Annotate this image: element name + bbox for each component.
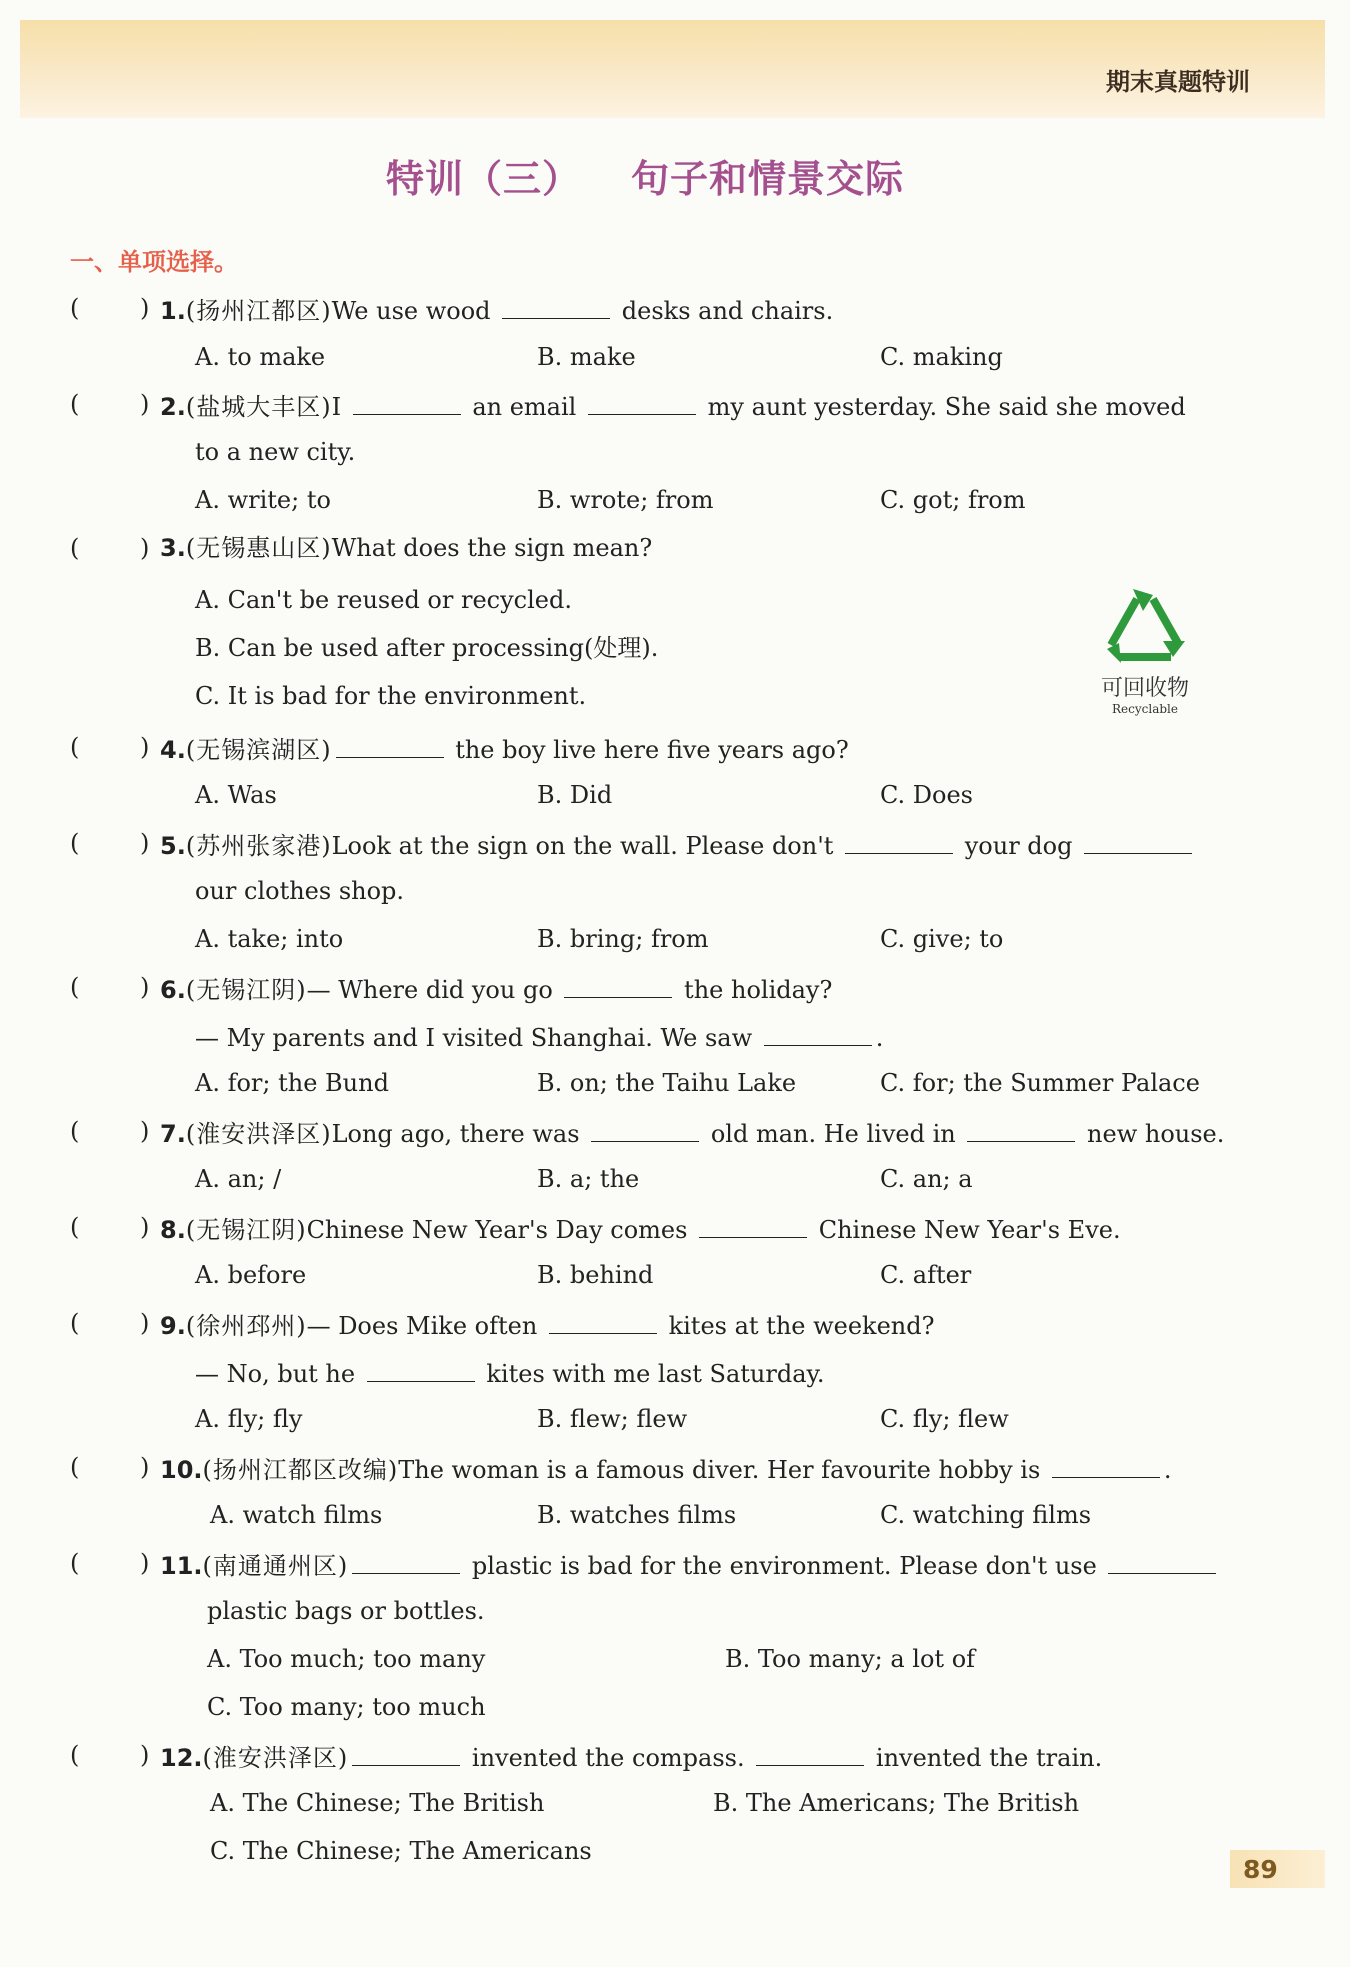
answer-paren-open: (: [70, 294, 80, 322]
option-b: B. wrote; from: [537, 486, 714, 514]
answer-paren-close: ): [140, 829, 150, 857]
option-b: B. Too many; a lot of: [725, 1645, 976, 1673]
question-source: (无锡滨湖区): [185, 736, 332, 764]
answer-paren-close: ): [140, 1309, 150, 1337]
answer-blank: [564, 975, 672, 998]
option-b: B. bring; from: [537, 925, 709, 953]
option-a: A. to make: [195, 343, 326, 371]
answer-blank: [1052, 1455, 1160, 1478]
page-title: [0, 148, 1290, 203]
option-a: A. watch films: [210, 1501, 383, 1529]
question-source: (淮安洪泽区): [185, 1120, 332, 1148]
page-number: 89: [1243, 1855, 1278, 1884]
question-6: 6.(无锡江阴)— Where did you go the holiday?: [160, 976, 833, 1004]
answer-blank: [588, 392, 696, 415]
option-c: C. an; a: [880, 1165, 973, 1193]
option-b: B. Did: [537, 781, 613, 809]
question-7: 7.(淮安洪泽区)Long ago, there was old man. He lived in new house.: [160, 1120, 1225, 1148]
question-continuation: our clothes shop.: [195, 877, 405, 905]
option-b: B. watches films: [537, 1501, 737, 1529]
question-continuation: to a new city.: [195, 438, 356, 466]
question-continuation: plastic bags or bottles.: [207, 1597, 485, 1625]
question-number: 6.: [160, 976, 186, 1004]
answer-blank: [699, 1215, 807, 1238]
question-source: (无锡江阴): [185, 1216, 307, 1244]
option-a: A. Too much; too many: [207, 1645, 486, 1673]
answer-paren-close: ): [140, 294, 150, 322]
option-b: B. a; the: [537, 1165, 640, 1193]
answer-paren-open: (: [70, 1741, 80, 1769]
title-part2: 句子和情景交际: [631, 157, 905, 201]
option-c: C. making: [880, 343, 1003, 371]
question-source: (扬州江都区改编): [202, 1456, 399, 1484]
option-a: A. before: [195, 1261, 307, 1289]
question-source: (南通通州区): [202, 1552, 349, 1580]
answer-paren-open: (: [70, 1453, 80, 1481]
answer-paren-open: (: [70, 733, 80, 761]
answer-paren-close: ): [140, 1213, 150, 1241]
question-number: 2.: [160, 393, 186, 421]
option-b: B. behind: [537, 1261, 654, 1289]
option-b: B. The Americans; The British: [713, 1789, 1080, 1817]
answer-blank: [502, 296, 610, 319]
answer-blank: [336, 735, 444, 758]
question-10: 10.(扬州江都区改编)The woman is a famous diver. Her favourite hobby is .: [160, 1456, 1172, 1484]
question-source: (扬州江都区): [185, 297, 332, 325]
answer-paren-open: (: [70, 390, 80, 418]
recycle-icon: [1103, 585, 1187, 665]
answer-blank: [352, 1551, 460, 1574]
option-a: A. take; into: [195, 925, 344, 953]
question-12: 12.(淮安洪泽区) invented the compass. invented the train.: [160, 1744, 1103, 1772]
answer-paren-close: ): [140, 1549, 150, 1577]
answer-blank: [845, 831, 953, 854]
answer-blank: [367, 1359, 475, 1382]
option-c: C. give; to: [880, 925, 1004, 953]
option-b: B. make: [537, 343, 636, 371]
option-a: A. an; /: [195, 1165, 282, 1193]
answer-blank: [967, 1119, 1075, 1142]
answer-paren-close: ): [140, 534, 150, 562]
question-3: 3.(无锡惠山区)What does the sign mean?: [160, 534, 653, 562]
answer-paren-close: ): [140, 1741, 150, 1769]
option-b: B. on; the Taihu Lake: [537, 1069, 797, 1097]
question-11: 11.(南通通州区) plastic is bad for the environment. Please don't use: [160, 1551, 1220, 1578]
answer-blank: [764, 1023, 872, 1046]
question-1: 1.(扬州江都区)We use wood desks and chairs.: [160, 297, 834, 325]
answer-paren-close: ): [140, 973, 150, 1001]
answer-paren-open: (: [70, 1309, 80, 1337]
question-source: (无锡江阴): [185, 976, 307, 1004]
answer-blank: [353, 392, 461, 415]
question-number: 5.: [160, 832, 186, 860]
option-b: B. flew; flew: [537, 1405, 688, 1433]
option-c: C. after: [880, 1261, 972, 1289]
header-label: 期末真题特训: [1106, 68, 1250, 96]
sign-label-cn: 可回收物: [1100, 676, 1189, 701]
question-source: (无锡惠山区): [185, 534, 332, 562]
question-number: 1.: [160, 297, 186, 325]
option-c: C. Too many; too much: [207, 1693, 486, 1721]
question-9: 9.(徐州邳州)— Does Mike often kites at the weekend?: [160, 1312, 935, 1340]
question-5: 5.(苏州张家港)Look at the sign on the wall. Please don't your dog: [160, 831, 1196, 858]
question-number: 9.: [160, 1312, 186, 1340]
question-number: 7.: [160, 1120, 186, 1148]
option-c: C. got; from: [880, 486, 1026, 514]
question-4: 4.(无锡滨湖区) the boy live here five years ago?: [160, 736, 849, 764]
option-c: C. Does: [880, 781, 973, 809]
question-dialogue-line: — No, but he kites with me last Saturday.: [195, 1360, 825, 1388]
question-number: 4.: [160, 736, 186, 764]
option-a: A. write; to: [195, 486, 331, 514]
recyclable-sign: [1090, 585, 1200, 715]
question-8: 8.(无锡江阴)Chinese New Year's Day comes Chinese New Year's Eve.: [160, 1216, 1121, 1244]
answer-paren-open: (: [70, 829, 80, 857]
question-number: 10.: [160, 1456, 203, 1484]
option-a: A. The Chinese; The British: [210, 1789, 545, 1817]
answer-paren-open: (: [70, 534, 80, 562]
answer-blank: [549, 1311, 657, 1334]
option-a: A. Was: [195, 781, 277, 809]
question-number: 3.: [160, 534, 186, 562]
answer-blank: [352, 1743, 460, 1766]
answer-paren-close: ): [140, 390, 150, 418]
title-part1: 特训（三）: [385, 157, 581, 201]
answer-blank: [756, 1743, 864, 1766]
answer-paren-open: (: [70, 1117, 80, 1145]
option-c: C. watching films: [880, 1501, 1092, 1529]
answer-blank: [591, 1119, 699, 1142]
question-source: (淮安洪泽区): [202, 1744, 349, 1772]
option-b: B. Can be used after processing(处理).: [195, 634, 659, 662]
question-source: (苏州张家港): [185, 832, 332, 860]
answer-paren-open: (: [70, 1213, 80, 1241]
answer-blank: [1084, 831, 1192, 854]
section-heading: 一、单项选择。: [70, 248, 238, 276]
answer-paren-close: ): [140, 1117, 150, 1145]
answer-paren-close: ): [140, 1453, 150, 1481]
question-source: (徐州邳州): [185, 1312, 307, 1340]
option-c: C. fly; flew: [880, 1405, 1009, 1433]
answer-paren-open: (: [70, 973, 80, 1001]
option-a: A. for; the Bund: [195, 1069, 389, 1097]
sign-label-en: Recyclable: [1112, 702, 1178, 716]
question-2: 2.(盐城大丰区)I an email my aunt yesterday. She said she moved: [160, 393, 1186, 421]
answer-paren-close: ): [140, 733, 150, 761]
option-c: C. The Chinese; The Americans: [210, 1837, 592, 1865]
option-a: A. Can't be reused or recycled.: [195, 586, 572, 614]
question-source: (盐城大丰区): [185, 393, 332, 421]
option-a: A. fly; fly: [195, 1405, 303, 1433]
option-c: C. It is bad for the environment.: [195, 682, 587, 710]
question-dialogue-line: — My parents and I visited Shanghai. We saw .: [195, 1024, 884, 1052]
question-number: 11.: [160, 1552, 203, 1580]
question-number: 12.: [160, 1744, 203, 1772]
answer-blank: [1108, 1551, 1216, 1574]
question-number: 8.: [160, 1216, 186, 1244]
option-c: C. for; the Summer Palace: [880, 1069, 1200, 1097]
answer-paren-open: (: [70, 1549, 80, 1577]
